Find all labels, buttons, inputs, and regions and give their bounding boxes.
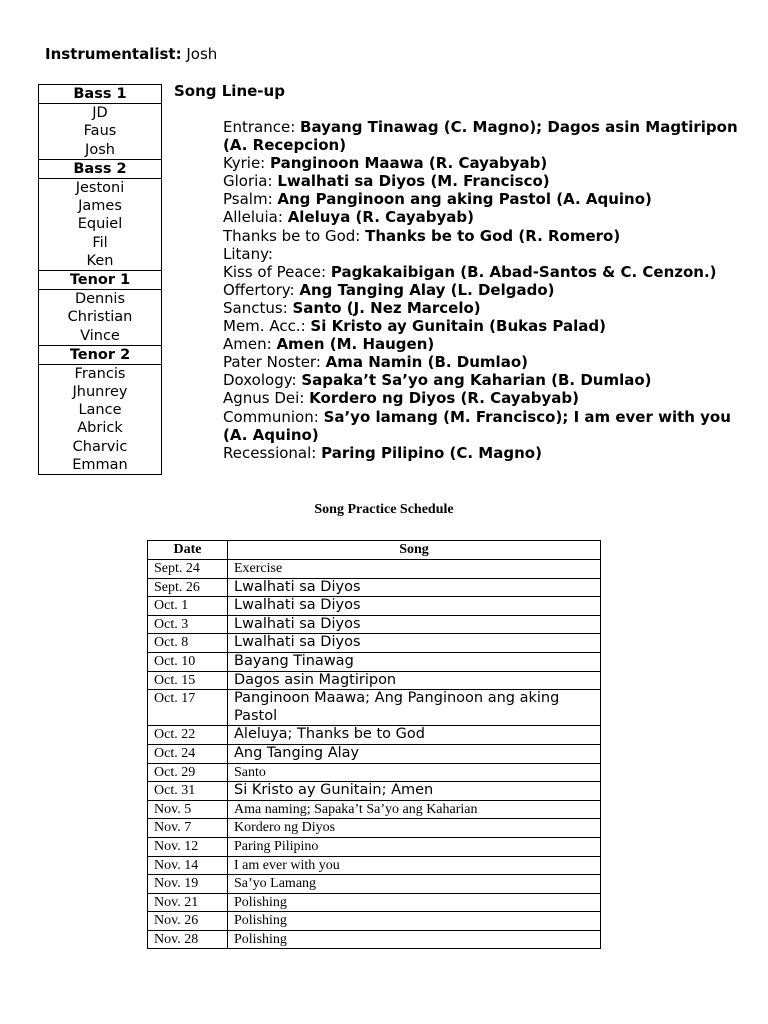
singer-row [39,197,162,215]
song-title: Santo (J. Nez Marcelo) [292,298,481,317]
song-title: Bayang Tinawag (C. Magno); Dagos asin Magtiripon (A. Recepcion) [223,118,738,155]
practice-date: Oct. 22 [148,726,228,745]
mass-part-label: Sanctus: [223,298,293,317]
mass-part-label: Kiss of Peace: [223,262,331,281]
lineup-item [223,190,743,208]
practice-song: Exercise [228,560,601,579]
singer-row [39,364,162,383]
singer-row [39,290,162,309]
singer-row [39,326,162,345]
song-column-header: Song [228,541,601,560]
lineup-item [223,299,743,317]
practice-song: Lwalhati sa Diyos [228,634,601,653]
singer-row [39,141,162,160]
song-title: Pagkakaibigan (B. Abad-Santos & C. Cenzon.) [330,262,717,281]
schedule-row [148,893,601,912]
singer-row [39,104,162,123]
instrumentalist-line [45,44,217,64]
schedule-row [148,837,601,856]
singer-name: Faus [39,122,162,140]
practice-song: Ang Tanging Alay [228,744,601,763]
practice-song: Aleluya; Thanks be to God [228,726,601,745]
singer-name: James [39,197,162,215]
date-column-header: Date [148,541,228,560]
mass-part-label: Psalm: [223,190,278,209]
mass-part-label: Pater Noster: [223,353,326,372]
practice-date: Oct. 1 [148,597,228,616]
singer-row [39,419,162,437]
song-title: Ang Panginoon ang aking Pastol (A. Aquino) [277,190,652,209]
practice-song: Lwalhati sa Diyos [228,615,601,634]
practice-date: Sept. 26 [148,578,228,597]
mass-part-label: Recessional: [223,443,322,462]
singer-row [39,178,162,197]
voice-part-header: Bass 2 [39,159,162,178]
lineup-item [223,227,743,245]
practice-date: Nov. 5 [148,800,228,819]
schedule-row [148,652,601,671]
instrumentalist-label: Instrumentalist: [45,45,182,63]
schedule-row [148,800,601,819]
mass-part-label: Gloria: [223,172,278,191]
practice-song: Kordero ng Diyos [228,819,601,838]
practice-song: Panginoon Maawa; Ang Panginoon ang aking Pastol [228,690,601,726]
lineup-item [223,263,743,281]
instrumentalist-name: Josh [186,45,218,63]
schedule-row [148,856,601,875]
song-title: Paring Pilipino (C. Magno) [321,443,542,462]
mass-part-label: Entrance: [223,118,301,136]
schedule-row [148,744,601,763]
mass-part-label: Mem. Acc.: [223,317,311,336]
lineup-item [223,118,743,154]
lineup-item [223,371,743,389]
mass-part-label: Offertory: [223,280,300,299]
song-title: Lwalhati sa Diyos (M. Francisco) [277,172,550,191]
song-title: Panginoon Maawa (R. Cayabyab) [270,154,548,173]
voice-part-header: Bass 1 [39,85,162,104]
practice-song: Polishing [228,912,601,931]
voice-part-header-row [39,85,162,104]
lineup-item [223,353,743,371]
voice-part-header-row [39,159,162,178]
schedule-title: Song Practice Schedule [314,502,454,517]
song-title: Kordero ng Diyos (R. Cayabyab) [309,389,579,408]
singer-name: Ken [39,252,162,271]
practice-date: Nov. 12 [148,837,228,856]
practice-song: Lwalhati sa Diyos [228,578,601,597]
schedule-row [148,597,601,616]
singer-row [39,215,162,233]
schedule-row [148,819,601,838]
mass-part-label: Thanks be to God: [223,226,366,245]
schedule-row [148,930,601,949]
singer-name: Josh [39,141,162,160]
practice-date: Nov. 26 [148,912,228,931]
mass-part-label: Alleluia: [223,208,288,227]
practice-date: Nov. 19 [148,875,228,894]
schedule-row [148,912,601,931]
schedule-row [148,634,601,653]
schedule-row [148,671,601,690]
singer-row [39,383,162,401]
voice-parts-table [38,84,162,475]
song-title: Si Kristo ay Gunitain (Bukas Palad) [310,317,606,336]
practice-date: Oct. 8 [148,634,228,653]
lineup-item [223,208,743,226]
song-title: Sapaka’t Sa’yo ang Kaharian (B. Dumlao) [301,371,652,390]
singer-name: Emman [39,456,162,475]
lineup-title: Song Line-up [174,82,285,100]
schedule-row [148,875,601,894]
schedule-row [148,560,601,579]
practice-date: Oct. 17 [148,690,228,726]
practice-song: Si Kristo ay Gunitain; Amen [228,782,601,801]
schedule-row [148,726,601,745]
song-title: Ang Tanging Alay (L. Delgado) [299,280,555,299]
song-title: Aleluya (R. Cayabyab) [287,208,474,227]
song-title: Amen (M. Haugen) [276,335,435,354]
singer-name: Vince [39,326,162,345]
practice-date: Oct. 29 [148,763,228,782]
practice-song: Ama naming; Sapaka’t Sa’yo ang Kaharian [228,800,601,819]
lineup-item [223,335,743,353]
practice-date: Oct. 10 [148,652,228,671]
lineup-item [223,444,743,462]
practice-song: I am ever with you [228,856,601,875]
practice-song: Santo [228,763,601,782]
practice-song: Dagos asin Magtiripon [228,671,601,690]
song-title: Sa’yo lamang (M. Francisco); I am ever with you (A. Aquino) [223,407,731,444]
schedule-row [148,763,601,782]
mass-part-label: Doxology: [223,371,302,390]
practice-date: Nov. 28 [148,930,228,949]
singer-name: Dennis [39,290,162,309]
singer-name: Francis [39,364,162,383]
song-title: Ama Namin (B. Dumlao) [325,353,528,372]
practice-date: Oct. 31 [148,782,228,801]
singer-name: Charvic [39,438,162,456]
schedule-row [148,615,601,634]
lineup-item [223,281,743,299]
lineup-item [223,317,743,335]
voice-part-header: Tenor 2 [39,345,162,364]
practice-date: Nov. 7 [148,819,228,838]
lineup-item [223,408,743,444]
singer-name: JD [39,104,162,123]
schedule-row [148,782,601,801]
practice-date: Nov. 14 [148,856,228,875]
singer-row [39,308,162,326]
lineup-item [223,389,743,407]
voice-part-header-row [39,345,162,364]
practice-song: Polishing [228,930,601,949]
singer-row [39,234,162,252]
mass-part-label: Agnus Dei: [223,389,310,408]
practice-date: Nov. 21 [148,893,228,912]
lineup-item [223,245,743,263]
practice-song: Sa’yo Lamang [228,875,601,894]
voice-parts-body [39,85,162,475]
voice-part-header: Tenor 1 [39,270,162,289]
schedule-header-row [148,541,601,560]
singer-name: Fil [39,234,162,252]
lineup-item [223,154,743,172]
song-lineup-list [223,118,743,462]
singer-row [39,438,162,456]
singer-name: Jhunrey [39,383,162,401]
singer-row [39,122,162,140]
practice-date: Sept. 24 [148,560,228,579]
practice-schedule-table [147,540,601,949]
singer-name: Lance [39,401,162,419]
practice-date: Oct. 15 [148,671,228,690]
schedule-body [148,560,601,949]
mass-part-label: Litany: [223,244,273,263]
lineup-item [223,172,743,190]
song-title: Thanks be to God (R. Romero) [365,226,621,245]
singer-name: Abrick [39,419,162,437]
singer-name: Equiel [39,215,162,233]
singer-row [39,401,162,419]
mass-part-label: Communion: [223,407,324,426]
practice-song: Lwalhati sa Diyos [228,597,601,616]
schedule-row [148,690,601,726]
mass-part-label: Kyrie: [223,154,271,173]
practice-date: Oct. 3 [148,615,228,634]
singer-row [39,252,162,271]
singer-name: Jestoni [39,178,162,197]
practice-date: Oct. 24 [148,744,228,763]
singer-row [39,456,162,475]
practice-song: Paring Pilipino [228,837,601,856]
practice-song: Polishing [228,893,601,912]
mass-part-label: Amen: [223,335,277,354]
singer-name: Christian [39,308,162,326]
schedule-row [148,578,601,597]
practice-song: Bayang Tinawag [228,652,601,671]
voice-part-header-row [39,270,162,289]
